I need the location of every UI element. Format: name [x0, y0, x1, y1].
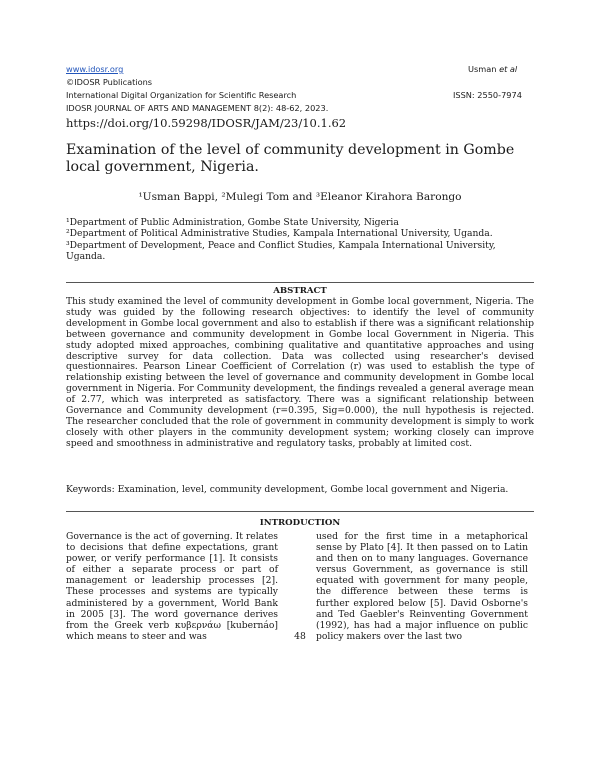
page-number: 48: [294, 631, 306, 642]
abstract-top-rule: [66, 282, 534, 283]
affiliation-3: ³Department of Development, Peace and Conflict Studies, Kampala International University, Uganda.: [66, 239, 496, 262]
journal-line: IDOSR JOURNAL OF ARTS AND MANAGEMENT 8(2): 48-62, 2023.: [66, 103, 329, 113]
running-header-author: Usman et al: [468, 64, 518, 74]
affiliations: [66, 217, 534, 262]
journal-website-link[interactable]: www.idosr.org: [66, 64, 124, 74]
introduction-left-column: Governance is the act of governing. It relates to decisions that define expectations, grant power, or verify performance [1]. It consists of either a separate process or part of management or leadership processes [2]. These processes and systems are typically administered by a government, World Bank in 2005 [3]. The word governance derives from the Greek verb κυβερνάω [kubernáo] which means to steer and was: [66, 531, 278, 642]
abstract-heading: ABSTRACT: [273, 286, 327, 296]
affiliation-1: ¹Department of Public Administration, Gombe State University, Nigeria: [66, 217, 399, 228]
abstract-text: This study examined the level of community development in Gombe local government, Nigeria. The study was guided by the following research objectives: to identify the level of community development in Gombe local government and also to establish if there was a significant relationship between governance and community development in Gombe local Government in Nigeria. This study adopted mixed approaches, combining qualitative and quantitative approaches and using descriptive survey for data collection. Data was collected using researcher's devised questionnaires. Pearson Linear Coefficient of Correlation (r) was used to establish the type of relationship existing between the level of governance and community development in Gombe local government in Nigeria. For Community development, the findings revealed a general average mean of 2.77, which was interpreted as satisfactory. There was a significant relationship between Governance and Community development (r=0.395, Sig=0.000), the null hypothesis is rejected. The researcher concluded that the role of government in community development is simply to work closely with other players in the community development system; working closely can improve speed and smoothness in administrative and regulatory tasks, probably at limited cost.: [66, 296, 534, 449]
publisher-line: ©IDOSR Publications: [66, 77, 153, 87]
authors: ¹Usman Bappi, ²Mulegi Tom and ³Eleanor Kirahora Barongo: [138, 191, 462, 203]
doi-link[interactable]: https://doi.org/10.59298/IDOSR/JAM/23/10.1.62: [66, 116, 347, 130]
organization-line: International Digital Organization for Scientific Research: [66, 90, 297, 100]
introduction-heading: INTRODUCTION: [259, 518, 341, 528]
issn: ISSN: 2550-7974: [453, 90, 522, 100]
abstract-bottom-rule: [66, 511, 534, 512]
paper-title: Examination of the level of community development in Gombe local government, Nigeria.: [66, 142, 515, 175]
affiliation-2: ²Department of Political Administrative Studies, Kampala International University, Uganda.: [66, 228, 493, 240]
keywords: Keywords: Examination, level, community development, Gombe local government and Nigeria.: [66, 484, 509, 495]
introduction-right-column: used for the first time in a metaphorical sense by Plato [4]. It then passed on to Latin and then on to many languages. Governance versus Government, as governance is still equated with government for many people, the difference between these terms is further explored below [5]. David Osborne's and Ted Gaebler's Reinventing Government (1992), has had a major influence on public policy makers over the last two: [316, 531, 528, 642]
